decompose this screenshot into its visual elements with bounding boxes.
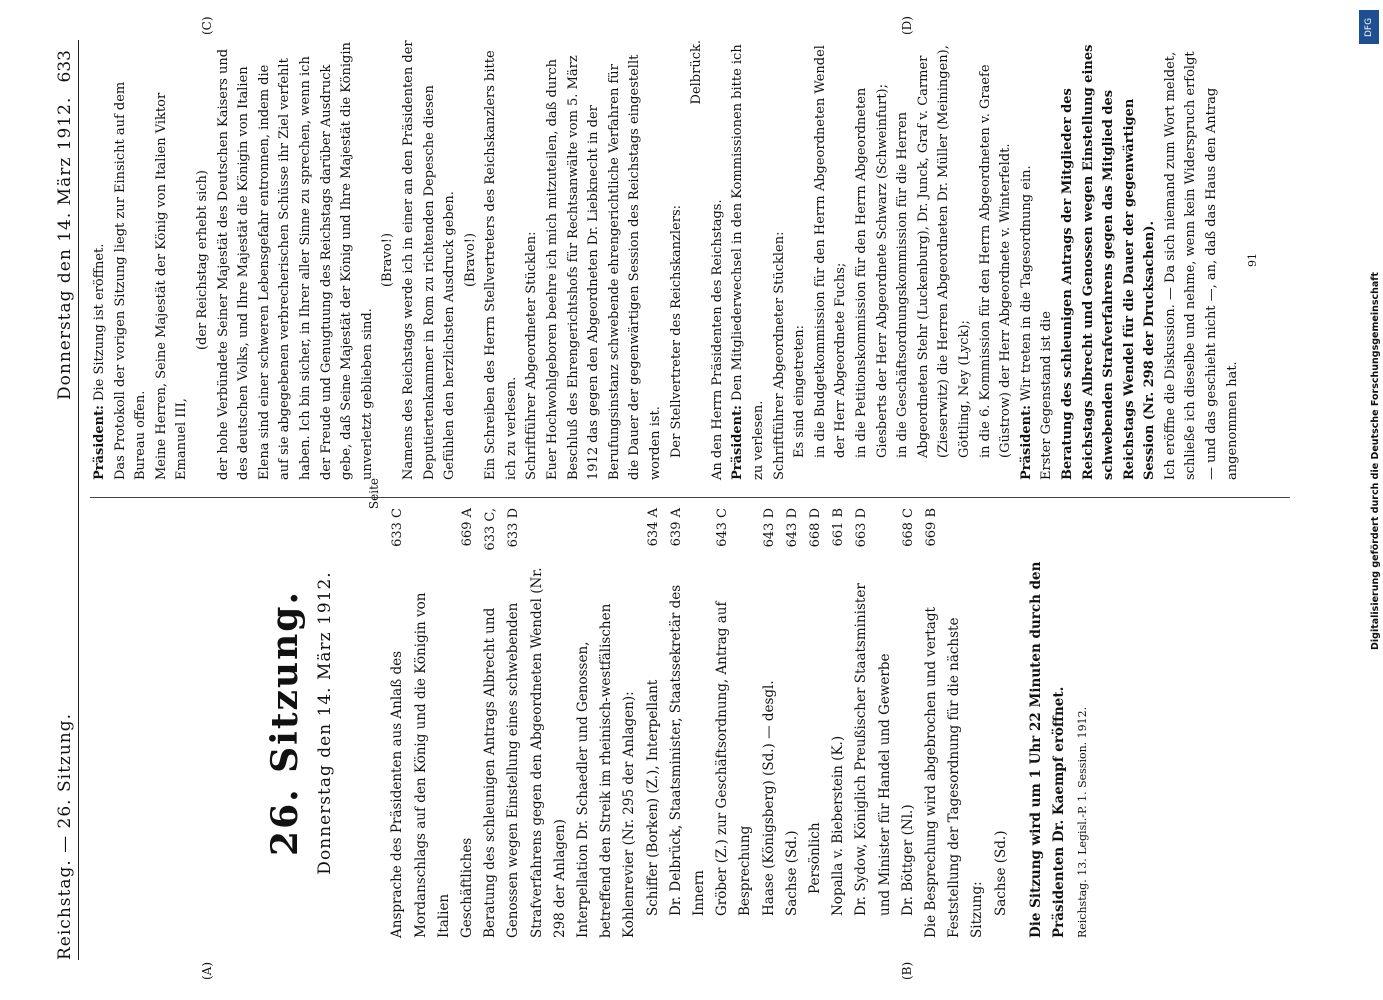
opening-statement: Die Sitzung wird um 1 Uhr 22 Minuten durch den Präsidenten Dr. Kaempf eröffnet. — [1027, 561, 1068, 938]
footnote: Reichstag. 13. Legisl.-P. 1. Session. 1912. — [1076, 706, 1090, 938]
toc-row: Dr. Sydow, Königlich Preußischer Staatsminister und Minister für Handel und Gewerbe 663 D — [853, 508, 893, 916]
paragraph: in die Geschäftsordnungskommission für die Herren Abgeordneten Stehr (Luckenburg), Dr. Junck, Graf v. Carmer (Zieserwitz) die Herren Abgeordneten Dr. Müller (Meiningen), Göttling, Ney (Lyck); — [895, 45, 972, 458]
signature-number: 91 — [1246, 253, 1260, 267]
margin-marker-b: (B) — [900, 961, 914, 980]
column-divider — [90, 497, 1290, 498]
session-title: 26. Sitzung. — [264, 590, 306, 856]
margin-marker-d: (D) — [900, 16, 914, 35]
toc-row: Die Besprechung wird abgebrochen und vertagt 669 B — [923, 508, 940, 938]
left-column — [90, 478, 1095, 938]
toc-row: Schiffer (Borken) (Z.), Interpellant 634 A — [644, 508, 661, 916]
table-of-contents — [386, 508, 1012, 938]
paragraph: Euer Hochwohlgeboren beehre ich mich mitzuteilen, daß durch Beschluß des Ehrengerichtshofs für Rechtsanwälte vom 5. März 1912 das gegen den Abgeordneten Dr. Liebknecht in der Berufungsinstanz schwebende ehrengerichtliche Verfahren für die Dauer der gegenwärtigen Session des Reichstags eingestellt worden ist. — [545, 54, 664, 480]
digitization-credit: Digitalisierung gefördert durch die Deutsche Forschungsgemeinschaft — [1370, 272, 1381, 650]
margin-marker-a: (A) — [200, 961, 214, 980]
header-date: Donnerstag den 14. März 1912. — [55, 96, 75, 400]
paragraph: Schriftführer Abgeordneter Stücklen: — [524, 231, 540, 480]
dfg-logo: DFG — [1359, 10, 1379, 44]
paragraph: Beratung des schleunigen Antrags der Mitglieder des Reichstags Albrecht und Genossen wegen Einstellung eines schwebenden Strafverfahrens gegen das Mitglied des Reichstags Wendel für die Dauer der gegenwärtigen Session (Nr. 298 der Drucksachen). — [1059, 44, 1158, 480]
toc-row: Dr. Böttger (Nl.) 668 C — [899, 508, 916, 916]
page-number: 633 — [55, 50, 75, 83]
session-date: Donnerstag den 14. März 1912. — [315, 571, 335, 875]
toc-row: Feststellung der Tagesordnung für die nächste Sitzung: — [946, 617, 986, 938]
toc-row: Persönlich 668 D — [807, 508, 824, 894]
paragraph: (der Reichstag erhebt sich) — [194, 169, 210, 351]
paragraph: Präsident: Wir treten in die Tagesordnung ein. — [1018, 165, 1034, 480]
paragraph: Namens des Reichstags werde ich in einer an den Präsidenten der Deputiertenkammer in Rom zu richtenden Depesche diesen Gefühlen den herzlichsten Ausdruck geben. — [400, 40, 458, 480]
paragraph: Ich eröffne die Diskussion. — Da sich niemand zum Wort meldet, schließe ich dieselbe und nehme, wenn kein Widerspruch erfolgt — und das geschieht nicht —, an, daß das Haus den Antrag angenommen hat. — [1162, 51, 1240, 480]
toc-row: Geschäftliches 669 A — [459, 508, 476, 938]
header-left: Reichstag. — 26. Sitzung. — [55, 712, 75, 960]
toc-row: Gröber (Z.) zur Geschäftsordnung, Antrag auf Besprechung 643 C — [714, 508, 754, 916]
right-column — [90, 40, 1264, 480]
paragraph: Präsident: Die Sitzung ist eröffnet. — [92, 243, 107, 480]
paragraph: Das Protokoll der vorigen Sitzung liegt zur Einsicht auf dem Bureau offen. — [112, 81, 149, 480]
paragraph: Ein Schreiben des Herrn Stellvertreters des Reichskanzlers bitte ich zu verlesen. — [483, 50, 519, 480]
paragraph: in die Budgetkommission für den Herrn Abgeordneten Wendel der Herr Abgeordnete Fuchs; — [812, 45, 849, 458]
toc-row: Nopalla v. Bieberstein (K.) 661 B — [830, 508, 847, 916]
paragraph: (Bravo!) — [462, 232, 478, 288]
paragraph: in die Petitionskommission für den Herrn Abgeordneten Giesberts der Herr Abgeordnete Schwarz (Schweinfurt); — [853, 83, 890, 458]
toc-row: Dr. Delbrück, Staatsminister, Staatssekretär des Innern 639 A — [667, 508, 708, 916]
toc-row: Haase (Königsberg) (Sd.) — desgl. 643 D — [760, 508, 777, 916]
paragraph: Schriftführer Abgeordneter Stücklen: — [771, 231, 787, 480]
paragraph: An den Herrn Präsidenten des Reichstags. — [709, 199, 725, 480]
toc-row: Sachse (Sd.) 643 D — [783, 508, 800, 916]
paragraph: Erster Gegenstand ist die — [1039, 311, 1055, 480]
paragraph: in die 6. Kommission für den Herrn Abgeordneten v. Graefe (Güstrow) der Herr Abgeordnete v. Winterfeldt. — [977, 64, 1014, 458]
running-header — [52, 40, 79, 960]
paragraph: (Bravo!) — [380, 232, 396, 288]
paragraph: Es sind eingetreten: — [792, 325, 808, 458]
toc-row: Beratung des schleunigen Antrags Albrecht und Genossen wegen Einstellung eines schwebenden Strafverfahrens gegen den Abgeordneten Wendel (Nr. 298 der Anlagen) 633 C, 633 D — [482, 508, 568, 938]
toc-row: Interpellation Dr. Schaedler und Genossen, betreffend den Streik im rheinisch-westfälischen Kohlenrevier (Nr. 295 der Anlagen): — [575, 603, 638, 938]
paragraph: der hohe Verbündete Seiner Majestät des Deutschen Kaisers und des deutschen Volks, und Ihre Majestät die Königin von Italien Elena sind einer schweren Lebensgefahr entronnen, indem die auf sie abgegebenen verbrecherischen Schüsse ihr Ziel verfehlt haben. Ich bin sicher, in Ihrer aller Sinne zu sprechen, wenn ich der Freude und Genugtuung des Reichstags darüber Ausdruck gebe, daß Seine Majestät der König und Ihre Majestät die Königin unverletzt geblieben sind. — [215, 42, 375, 480]
toc-row: Ansprache des Präsidenten aus Anlaß des Mordanschlags auf den König und die Königin von Italien 633 C — [389, 508, 452, 938]
paragraph: Der Stellvertreter des Reichskanzlers: — [668, 205, 684, 458]
seite-label: Seite — [367, 478, 382, 510]
margin-marker-c: (C) — [200, 16, 214, 35]
paragraph: Meine Herren, Seine Majestät der König von Italien Viktor Emanuel III, — [153, 92, 190, 480]
toc-row: Sachse (Sd.) — [992, 830, 1009, 916]
paragraph: Präsident: Den Mitgliederwechsel in den Kommissionen bitte ich zu verlesen. — [730, 44, 766, 480]
paragraph: Delbrück. — [689, 40, 705, 105]
